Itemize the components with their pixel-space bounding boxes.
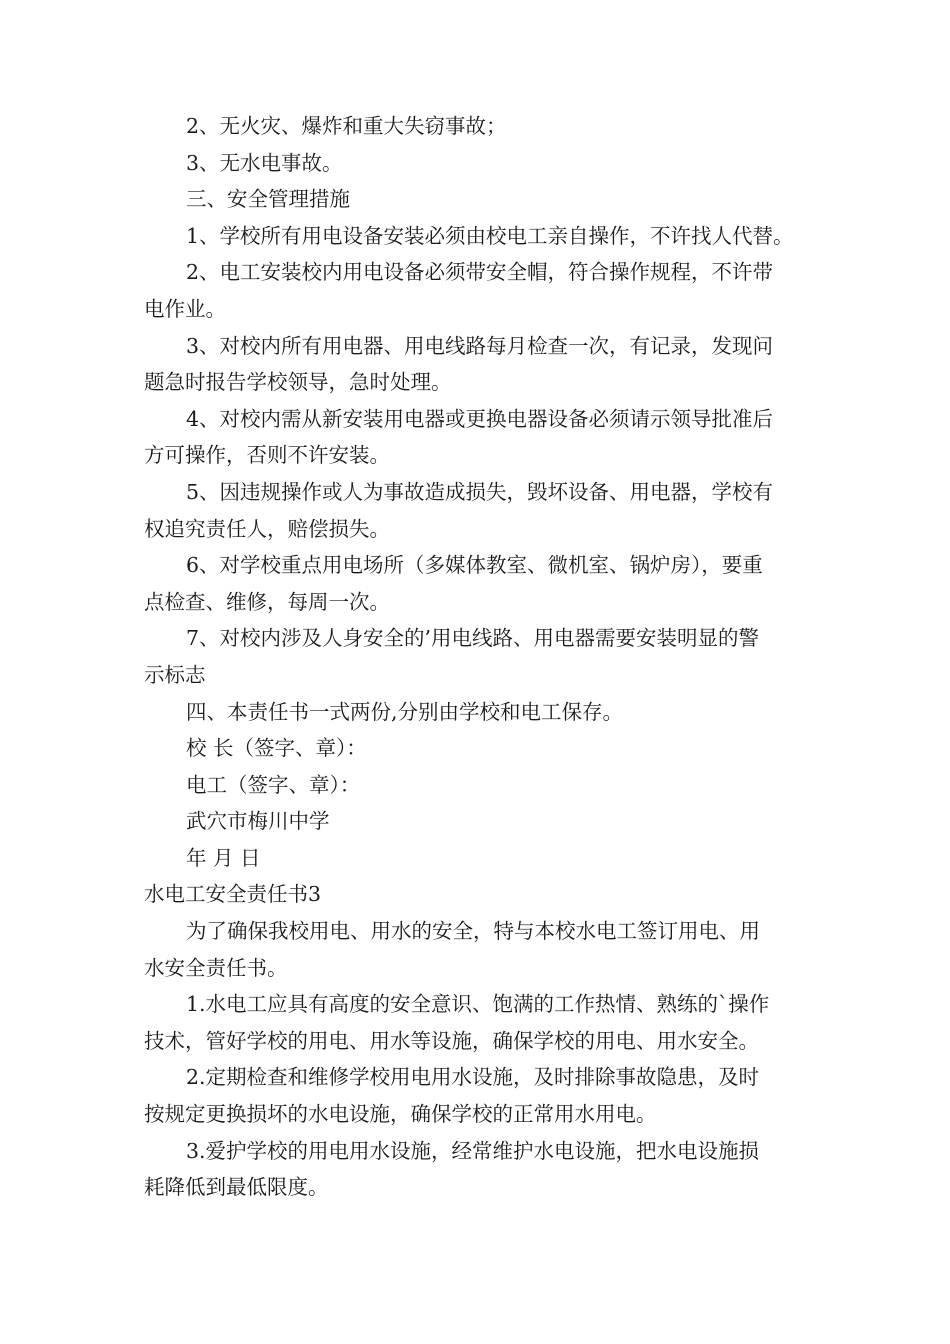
- document-paragraph: 4、对校内需从新安装用电器或更换电器设备必须请示领导批准后: [186, 406, 774, 431]
- document-paragraph: 3.爱护学校的用电用水设施，经常维护水电设施，把水电设施损: [186, 1138, 760, 1163]
- document-paragraph: 方可操作，否则不许安装。: [144, 443, 390, 468]
- document-paragraph: 3、对校内所有用电器、用电线路每月检查一次，有记录，发现问: [186, 333, 774, 358]
- document-paragraph: 电工（签字、章）：: [186, 772, 361, 797]
- document-paragraph: 6、对学校重点用电场所（多媒体教室、微机室、锅炉房），要重: [186, 553, 763, 578]
- document-paragraph: 2、电工安装校内用电设备必须带安全帽，符合操作规程，不许带: [186, 260, 774, 285]
- document-paragraph: 耗降低到最低限度。: [144, 1175, 329, 1200]
- document-paragraph: 年 月 日: [186, 845, 261, 870]
- document-paragraph: 武穴市梅川中学: [186, 809, 330, 834]
- document-paragraph: 水电工安全责任书3: [144, 882, 322, 907]
- document-paragraph: 1.水电工应具有高度的安全意识、饱满的工作热情、熟练的`操作: [186, 992, 770, 1017]
- document-paragraph: 为了确保我校用电、用水的安全，特与本校水电工签订用电、用: [186, 919, 760, 944]
- document-paragraph: 权追究责任人，赔偿损失。: [144, 516, 390, 541]
- document-paragraph: 3、无水电事故。: [186, 150, 343, 175]
- document-paragraph: 5、因违规操作或人为事故造成损失，毁坏设备、用电器，学校有: [186, 479, 774, 504]
- document-paragraph: 1、学校所有用电设备安装必须由校电工亲自操作，不许找人代替。: [186, 223, 794, 248]
- document-body: [144, 108, 820, 1206]
- document-paragraph: 示标志: [144, 662, 206, 687]
- document-paragraph: 电作业。: [144, 296, 226, 321]
- document-paragraph: 题急时报告学校领导，急时处理。: [144, 370, 452, 395]
- document-paragraph: 点检查、维修，每周一次。: [144, 589, 390, 614]
- document-paragraph: 水安全责任书。: [144, 955, 288, 980]
- document-paragraph: 校 长（签字、章）：: [186, 736, 367, 761]
- document-paragraph: 2、无火灾、爆炸和重大失窃事故；: [186, 114, 507, 138]
- document-paragraph: 三、安全管理措施: [186, 187, 350, 212]
- document-paragraph: 四、本责任书一式两份,分别由学校和电工保存。: [186, 699, 624, 724]
- document-paragraph: 2.定期检查和维修学校用电用水设施，及时排除事故隐患，及时: [186, 1065, 760, 1090]
- document-paragraph: 7、对校内涉及人身安全的’用电线路、用电器需要安装明显的警: [186, 626, 760, 651]
- document-paragraph: 按规定更换损坏的水电设施，确保学校的正常用水用电。: [144, 1102, 657, 1127]
- document-paragraph: 技术，管好学校的用电、用水等设施，确保学校的用电、用水安全。: [144, 1028, 759, 1053]
